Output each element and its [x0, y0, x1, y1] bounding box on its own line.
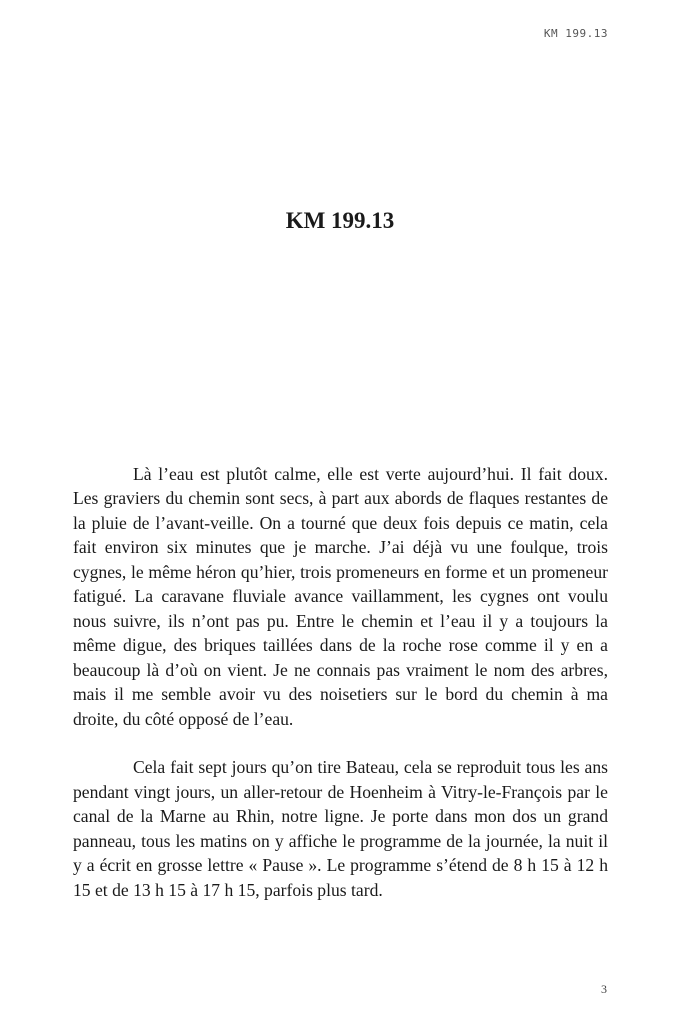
- page-number: 3: [601, 982, 607, 996]
- running-head: KM 199.13: [543, 27, 608, 40]
- paragraph: Là l’eau est plutôt calme, elle est verte aujourd’hui. Il fait doux. Les graviers du chemin sont secs, à part aux abords de flaques restantes de la pluie de l’avant-veille. On a tourné que deux fois depuis ce matin, cela fait environ six minutes que je marche. J’ai déjà vu une foulque, trois cygnes, le même héron qu’hier, trois promeneurs en forme et un promeneur fatigué. La caravane fluviale avance vaillamment, les cygnes ont voulu nous suivre, ils n’ont pas pu. Entre le chemin et l’eau il y a toujours la même digue, des briques taillées dans de la roche rose comme il y en a beaucoup là d’où on vient. Je ne connais pas vraiment le nom des arbres, mais il me semble avoir vu des noisetiers sur le bord du chemin à ma droite, du côté opposé de l’eau.: [73, 464, 608, 729]
- body-text: [73, 462, 608, 902]
- paragraph: Cela fait sept jours qu’on tire Bateau, cela se reproduit tous les ans pendant vingt jours, un aller-retour de Hoenheim à Vitry-le-François par le canal de la Marne au Rhin, notre ligne. Je porte dans mon dos un grand panneau, tous les matins on y affiche le programme de la journée, la nuit il y a écrit en grosse lettre « Pause ». Le programme s’étend de 8 h 15 à 12 h 15 et de 13 h 15 à 17 h 15, parfois plus tard.: [73, 757, 608, 900]
- chapter-title: KM 199.13: [285, 208, 395, 233]
